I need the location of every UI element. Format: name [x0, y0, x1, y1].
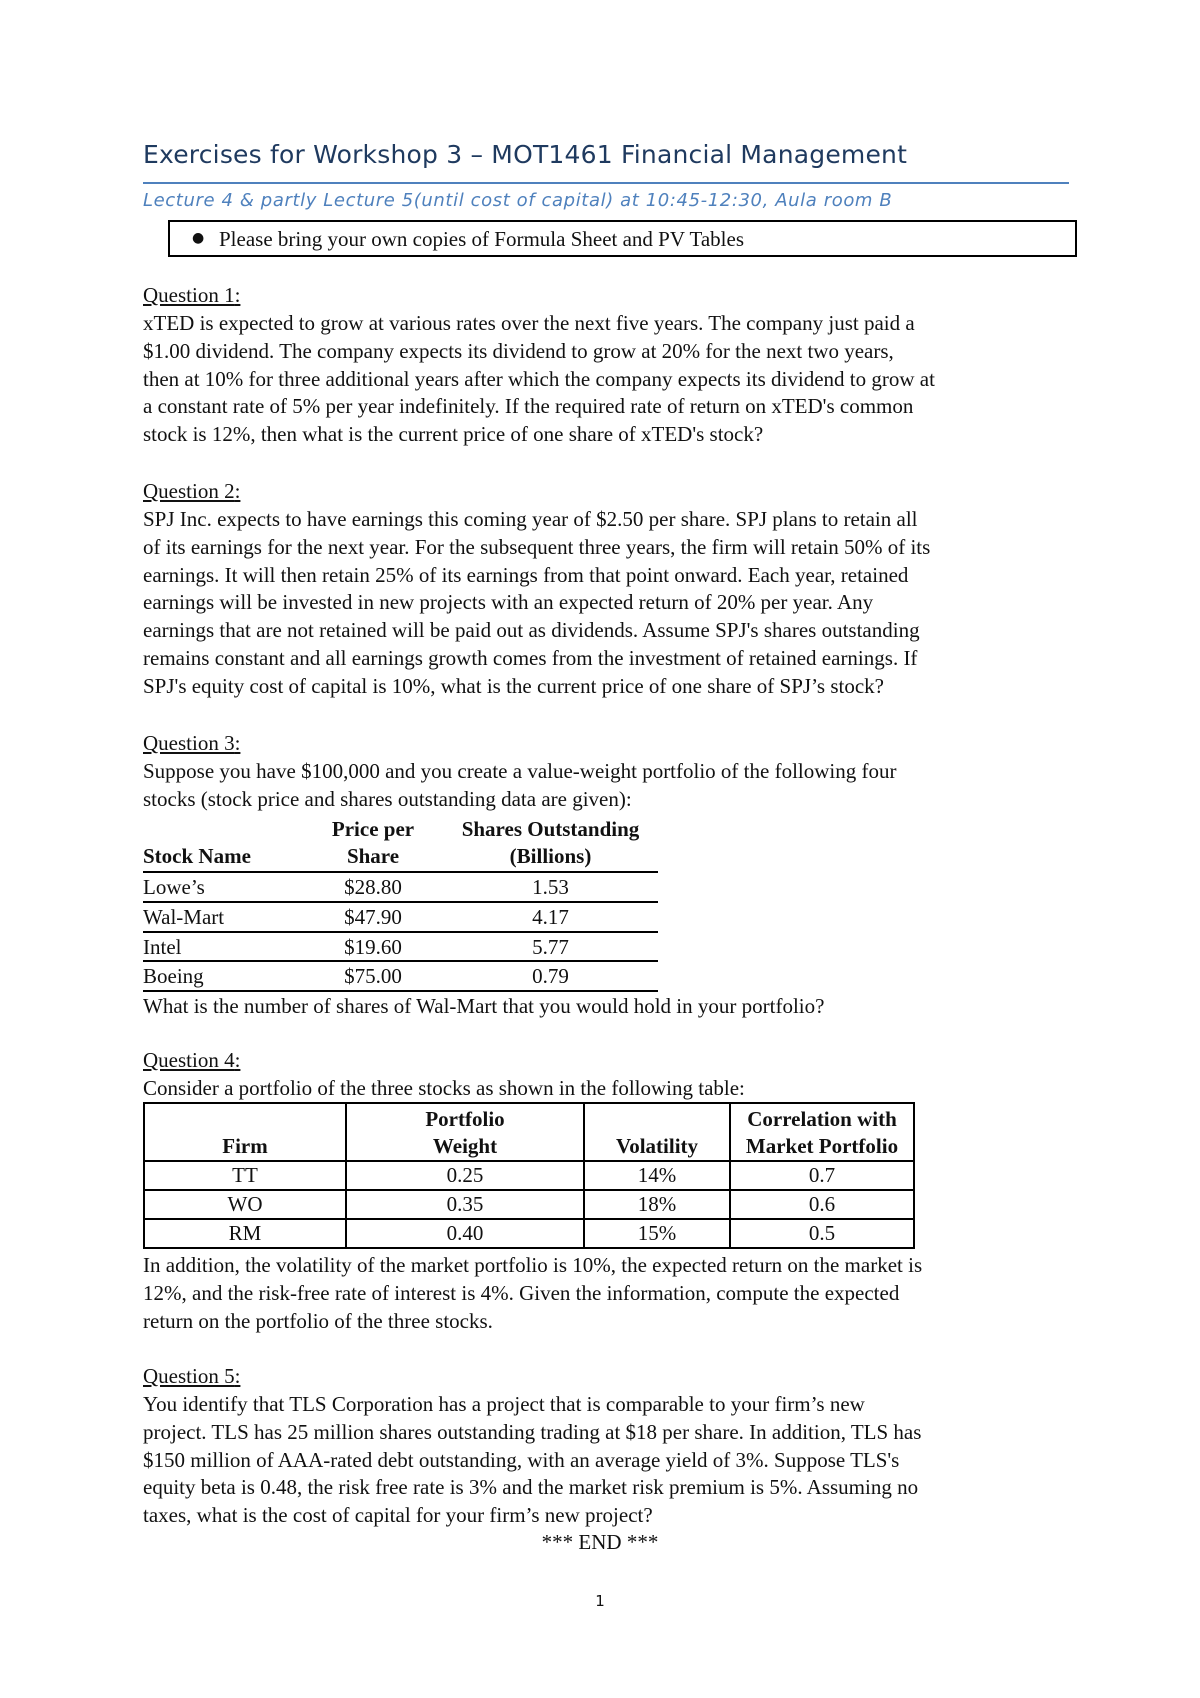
text-line: 12%, and the risk-free rate of interest is 4%. Given the information, compute the expected — [143, 1280, 900, 1305]
text-line: SPJ Inc. expects to have earnings this coming year of $2.50 per share. SPJ plans to retain all — [143, 507, 918, 531]
text-line: earnings will be invested in new projects with an expected return of 20% per year. Any — [143, 590, 874, 615]
table-row — [144, 1161, 914, 1190]
price-cell: $19.60 — [344, 934, 402, 959]
weight-cell: 0.25 — [346, 1161, 584, 1190]
question-3-label: Question 3 — [143, 731, 235, 755]
text-line: of its earnings for the next year. For the subsequent three years, the firm will retain 50% of its — [143, 534, 931, 559]
header-price-line2: Share — [346, 844, 400, 868]
header-stock-name: Stock Name — [143, 844, 251, 868]
header-correlation-line2: Market Portfolio — [745, 1134, 899, 1158]
correlation-cell: 0.5 — [730, 1219, 914, 1248]
volatility-cell: 18% — [584, 1190, 730, 1219]
question-2-label: Question 2 — [143, 479, 235, 503]
text-line: In addition, the volatility of the market portfolio is 10%, the expected return on the market is — [143, 1253, 923, 1277]
shares-cell: 1.53 — [532, 875, 569, 899]
text-line: remains constant and all earnings growth comes from the investment of retained earnings. If — [143, 645, 918, 670]
question-2-text — [143, 506, 1073, 701]
volatility-cell: 15% — [584, 1219, 730, 1248]
question-3-text — [143, 758, 1073, 814]
note-box — [168, 220, 1077, 257]
question-4-intro — [143, 1075, 1073, 1103]
price-cell: $47.90 — [344, 904, 402, 929]
stock-table — [143, 815, 658, 992]
question-5-label: Question 5 — [143, 1364, 235, 1388]
question-4-text — [143, 1252, 1073, 1335]
table-row — [143, 962, 658, 992]
question-5-text — [143, 1391, 1073, 1530]
table-row — [144, 1190, 914, 1219]
price-cell: $28.80 — [344, 875, 402, 899]
header-shares-line1: Shares Outstanding — [461, 817, 640, 841]
firm-cell: RM — [144, 1219, 346, 1248]
price-cell: $75.00 — [344, 964, 402, 989]
table-row — [143, 933, 658, 963]
header-firm — [144, 1103, 346, 1161]
stock-name-cell: Boeing — [143, 964, 204, 989]
stock-name-cell: Wal-Mart — [143, 904, 225, 929]
correlation-cell: 0.7 — [730, 1161, 914, 1190]
title-divider — [143, 182, 1069, 184]
question-5-title: Question 5: — [143, 1364, 241, 1388]
text-line: $150 million of AAA-rated debt outstanding, with an average yield of 3%. Suppose TLS's — [143, 1447, 900, 1472]
shares-cell: 5.77 — [532, 934, 569, 959]
stock-name-cell: Intel — [143, 934, 182, 959]
header-firm-text: Firm — [222, 1134, 268, 1158]
text-line: earnings. It will then retain 25% of its earnings from that point onward. Each year, retained — [143, 562, 909, 587]
end-marker: *** END *** — [541, 1530, 659, 1554]
question-2-title: Question 2: — [143, 479, 241, 503]
firm-cell: WO — [144, 1190, 346, 1219]
page-number: 1 — [595, 1592, 605, 1610]
portfolio-table — [143, 1102, 915, 1249]
question-4-title: Question 4: — [143, 1048, 241, 1072]
text-line: equity beta is 0.48, the risk free rate is 3% and the market risk premium is 5%. Assuming no — [143, 1475, 919, 1500]
header-volatility — [584, 1103, 730, 1161]
table-row — [143, 903, 658, 933]
question-3-title: Question 3: — [143, 731, 241, 755]
header-price-line1: Price per — [331, 817, 415, 841]
text-line: taxes, what is the cost of capital for your firm’s new project? — [143, 1503, 653, 1528]
portfolio-table-header — [144, 1103, 914, 1161]
question-1-title: Question 1: — [143, 283, 241, 307]
stock-name-cell: Lowe’s — [143, 875, 205, 899]
header-volatility-text: Volatility — [615, 1134, 699, 1158]
text-line: project. TLS has 25 million shares outstanding trading at $18 per share. In addition, TLS has — [143, 1419, 922, 1444]
text-line: You identify that TLS Corporation has a project that is comparable to your firm’s new — [143, 1392, 865, 1416]
firm-cell: TT — [144, 1161, 346, 1190]
text-line: stock is 12%, then what is the current price of one share of xTED's stock? — [143, 422, 764, 447]
bullet-icon: ● — [192, 230, 205, 246]
question-3-followup — [143, 993, 1073, 1021]
header-weight — [346, 1103, 584, 1161]
text-line: then at 10% for three additional years after which the company expects its dividend to grow at — [143, 366, 935, 391]
shares-cell: 0.79 — [532, 964, 569, 989]
shares-cell: 4.17 — [532, 904, 569, 929]
header-weight-line1: Portfolio — [425, 1107, 505, 1131]
volatility-cell: 14% — [584, 1161, 730, 1190]
question-1-text — [143, 310, 1073, 449]
note-text: Please bring your own copies of Formula Sheet and PV Tables — [219, 227, 745, 251]
correlation-cell: 0.6 — [730, 1190, 914, 1219]
weight-cell: 0.40 — [346, 1219, 584, 1248]
header-weight-line2: Weight — [432, 1134, 498, 1158]
text-line: $1.00 dividend. The company expects its dividend to grow at 20% for the next two years, — [143, 338, 894, 363]
text-line: stocks (stock price and shares outstanding data are given): — [143, 786, 632, 811]
page-subtitle: Lecture 4 & partly Lecture 5(until cost of capital) at 10:45-12:30, Aula room B — [143, 190, 893, 211]
stock-table-header — [143, 815, 658, 873]
page-title: Exercises for Workshop 3 – MOT1461 Financial Management — [143, 140, 908, 169]
text-line: xTED is expected to grow at various rates over the next five years. The company just paid a — [143, 311, 915, 335]
text-line: Consider a portfolio of the three stocks as shown in the following table: — [143, 1076, 745, 1100]
text-line: a constant rate of 5% per year indefinitely. If the required rate of return on xTED's common — [143, 394, 914, 419]
text-line: Suppose you have $100,000 and you create a value-weight portfolio of the following four — [143, 759, 897, 783]
header-correlation-line1: Correlation with — [747, 1107, 897, 1131]
text-line: return on the portfolio of the three stocks. — [143, 1308, 493, 1333]
header-shares-line2: (Billions) — [509, 844, 592, 868]
text-line: What is the number of shares of Wal-Mart that you would hold in your portfolio? — [143, 994, 825, 1018]
question-1-label: Question 1 — [143, 283, 235, 307]
weight-cell: 0.35 — [346, 1190, 584, 1219]
question-4-label: Question 4 — [143, 1048, 235, 1072]
text-line: SPJ's equity cost of capital is 10%, what is the current price of one share of SPJ’s stock? — [143, 673, 884, 698]
text-line: earnings that are not retained will be paid out as dividends. Assume SPJ's shares outstanding — [143, 618, 920, 643]
table-row — [143, 873, 658, 903]
header-correlation — [730, 1103, 914, 1161]
table-row — [144, 1219, 914, 1248]
